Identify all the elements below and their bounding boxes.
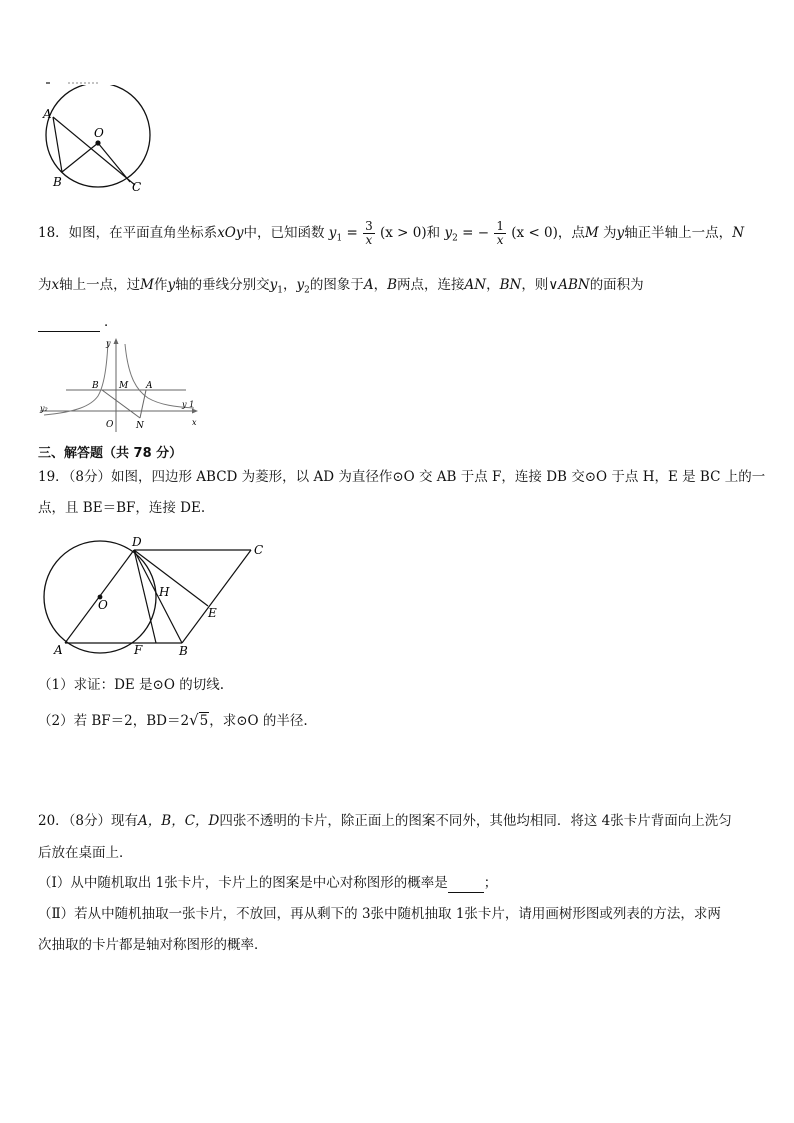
- label-a: A: [43, 107, 52, 121]
- label-b: B: [53, 175, 62, 189]
- label-c: C: [254, 543, 264, 557]
- answer-blank[interactable]: [448, 878, 484, 893]
- label-b: B: [179, 644, 188, 658]
- graph-label-y2: y₂: [40, 404, 48, 413]
- q20-sub2-line1: （Ⅱ）若从中随机抽取一张卡片，不放回，再从剩下的 3张中随机抽取 1张卡片，请用画树形图或列表的方法，求两: [38, 906, 721, 922]
- graph-label-n: N: [136, 421, 144, 431]
- graph-label-m: M: [119, 381, 129, 391]
- label-o: O: [98, 598, 108, 612]
- q20-sub2-line2: 次抽取的卡片都是轴对称图形的概率．: [38, 937, 268, 953]
- graph-label-o: O: [106, 420, 114, 430]
- label-c: C: [132, 180, 142, 194]
- figure-18-graph: [36, 336, 202, 436]
- answer-blank[interactable]: [38, 317, 100, 332]
- q19-line1: 19．（8分）如图，四边形 ABCD 为菱形，以 AD 为直径作⊙O 交 AB 于点 F，连接 DB 交⊙O 于点 H，E 是 BC 上的一: [38, 469, 766, 485]
- figure-17-circle: [40, 85, 160, 195]
- q20-line1: 20．（8分）现有A，B，C，D四张不透明的卡片，除正面上的图案不同外，其他均相同．将这 4张卡片背面向上洗匀: [38, 813, 732, 829]
- q20-sub1: （Ⅰ）从中随机取出 1张卡片，卡片上的图案是中心对称图形的概率是 ；: [38, 875, 498, 891]
- label-o: O: [94, 126, 104, 140]
- section-title: 三、解答题（共 78 分）: [38, 446, 183, 461]
- label-a: A: [54, 643, 63, 657]
- graph-label-y: y: [106, 339, 111, 348]
- fraction-1-over-x: $\frac{1}{x}$: [496, 219, 504, 247]
- fraction-3-over-x: $\frac{3}{x}$: [365, 219, 373, 247]
- q19-sub2: （2）若 BF＝2，BD＝2√5，求⊙O 的半径.: [38, 711, 308, 729]
- q20-line2: 后放在桌面上．: [38, 845, 133, 861]
- q18-line2: 为x轴上一点，过M作y轴的垂线分别交$y_1$，$y_2$的图象于A，B两点，连接AN，BN，则∨ABN的面积为: [38, 277, 644, 296]
- label-h: H: [159, 585, 170, 599]
- q19-sub1: （1）求证：DE 是⊙O 的切线.: [38, 677, 225, 693]
- graph-label-y1: y 1: [182, 400, 195, 409]
- q19-line2: 点，且 BE＝BF，连接 DE.: [38, 500, 206, 516]
- label-f: F: [134, 643, 143, 657]
- graph-label-b: B: [92, 381, 99, 391]
- label-d: D: [132, 535, 142, 549]
- sqrt-symbol: √: [189, 711, 199, 729]
- label-e: E: [208, 606, 217, 620]
- q18-answer-line: ．: [38, 312, 118, 332]
- graph-label-a: A: [146, 381, 153, 391]
- figure-19-rhombus-circle: [38, 534, 268, 658]
- graph-label-x: x: [192, 418, 197, 427]
- q18-line1: 18．如图，在平面直角坐标系xOy中，已知函数 $y_1$ = $\frac{3}{x}$ (x > 0)和 $y_2$ = − $\frac{1}{x}$ (x < 0)，点M 为y轴正半轴上一点，N: [38, 219, 744, 247]
- cutoff-fragment: [40, 70, 110, 76]
